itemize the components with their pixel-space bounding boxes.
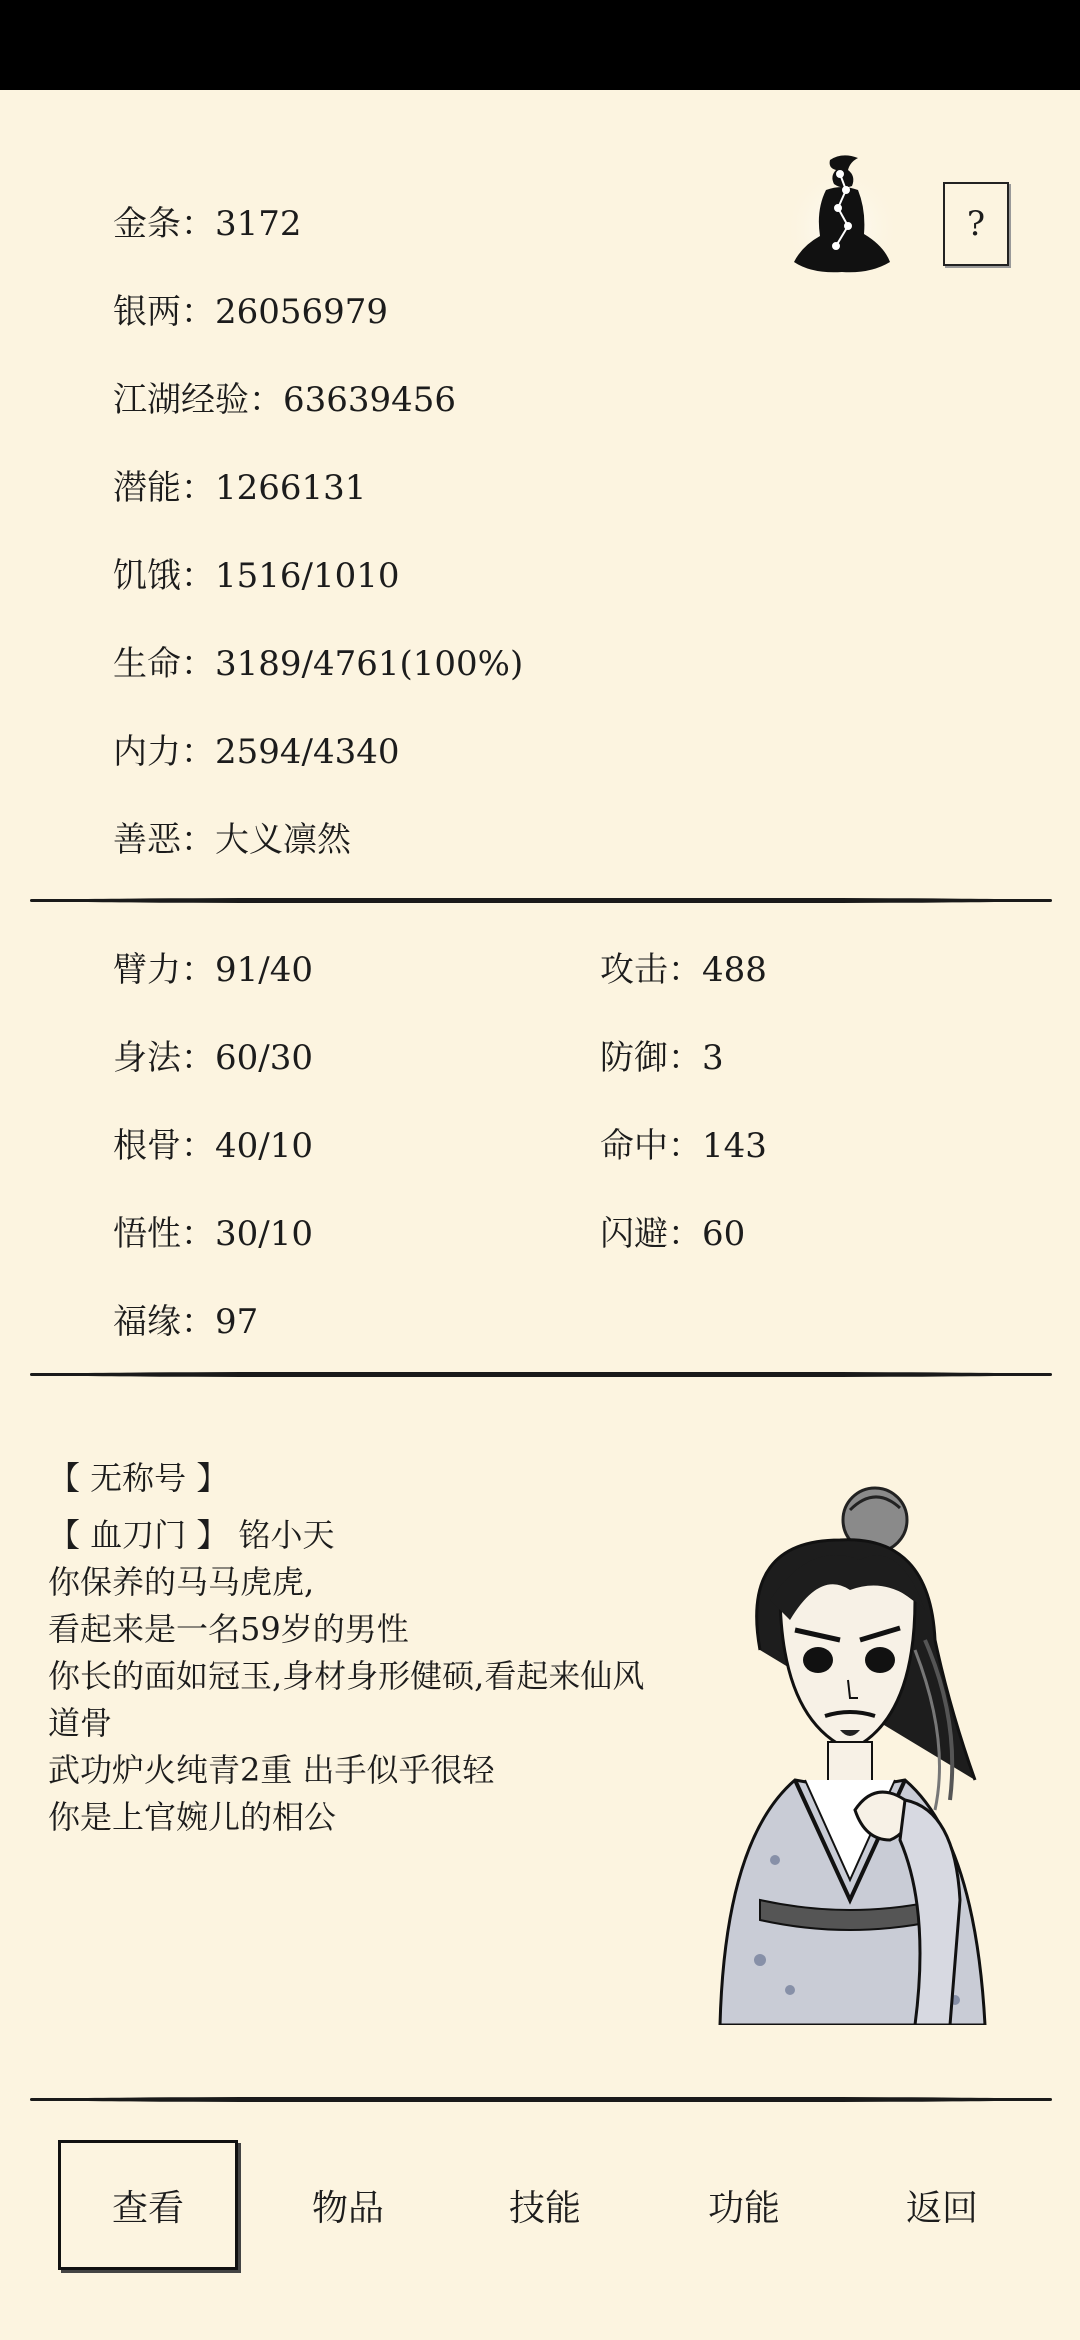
attr-dodge: 闪避：60 xyxy=(600,1214,746,1254)
status-bar xyxy=(0,0,1080,90)
tab-items[interactable]: 物品 xyxy=(311,2187,384,2229)
desc-line-4: 武功炉火纯青2重 出手似乎很轻 xyxy=(48,1751,495,1789)
stat-health: 生命：3189/4761(100%) xyxy=(113,644,524,684)
stat-morality: 善恶：大义凛然 xyxy=(113,820,351,860)
bottom-tab-bar xyxy=(0,2140,1080,2270)
attr-attack: 攻击：488 xyxy=(600,950,767,990)
divider-middle xyxy=(38,1372,1044,1377)
divider-top xyxy=(38,898,1044,903)
tab-view[interactable]: 查看 xyxy=(58,2140,238,2270)
tab-functions[interactable]: 功能 xyxy=(707,2187,780,2229)
stat-inner-power: 内力：2594/4340 xyxy=(113,732,400,772)
attr-constitution: 根骨：40/10 xyxy=(113,1126,313,1166)
desc-line-3: 你长的面如冠玉,身材身形健硕,看起来仙风道骨 xyxy=(48,1657,645,1742)
attr-agility: 身法：60/30 xyxy=(113,1038,313,1078)
stat-potential: 潜能：1266131 xyxy=(113,468,367,508)
attr-defense: 防御：3 xyxy=(600,1038,724,1078)
attr-strength: 臂力：91/40 xyxy=(113,950,313,990)
meditation-figure-icon[interactable] xyxy=(786,150,898,280)
title-line: 【 无称号 】 xyxy=(48,1459,229,1497)
stat-experience: 江湖经验：63639456 xyxy=(113,380,457,420)
divider-bottom xyxy=(38,2097,1044,2102)
tab-back[interactable]: 返回 xyxy=(905,2187,978,2229)
character-description xyxy=(48,1455,688,1841)
attr-luck: 福缘：97 xyxy=(113,1302,259,1342)
help-button[interactable]: ? xyxy=(943,182,1009,266)
desc-line-2: 看起来是一名59岁的男性 xyxy=(48,1610,409,1648)
character-portrait xyxy=(700,1480,1000,2025)
stat-hunger: 饥饿：1516/1010 xyxy=(113,556,400,596)
tab-skills[interactable]: 技能 xyxy=(508,2187,581,2229)
desc-line-5: 你是上官婉儿的相公 xyxy=(48,1798,337,1836)
stat-silver: 银两：26056979 xyxy=(113,292,389,332)
stat-gold: 金条：3172 xyxy=(113,204,302,244)
attr-accuracy: 命中：143 xyxy=(600,1126,767,1166)
sect-name-line: 【 血刀门 】 铭小天 xyxy=(48,1516,335,1554)
attr-comprehension: 悟性：30/10 xyxy=(113,1214,313,1254)
desc-line-1: 你保养的马马虎虎, xyxy=(48,1563,315,1601)
